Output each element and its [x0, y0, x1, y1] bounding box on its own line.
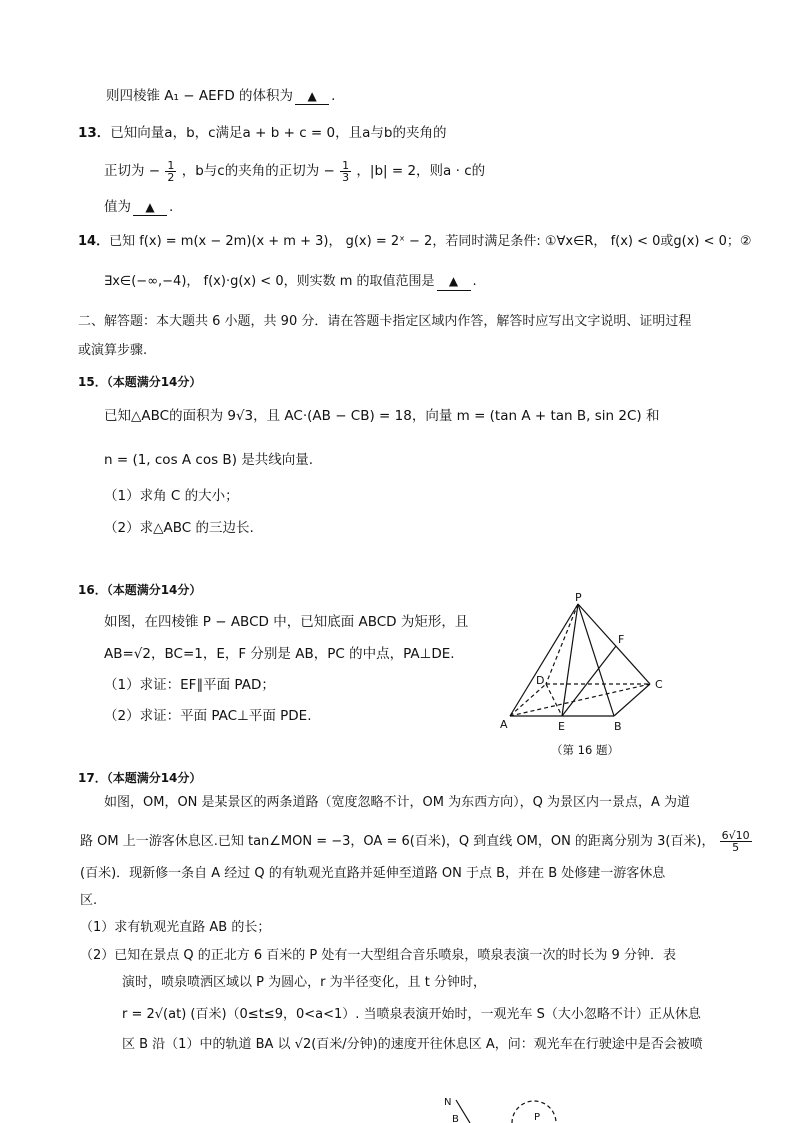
blank-mark: ▲	[307, 89, 317, 103]
q15-part-2-text: （2）求△ABC 的三边长.	[104, 520, 254, 536]
q15-score: （本题满分14分）	[106, 375, 202, 389]
q15-line-1	[104, 406, 659, 426]
label-B: B	[614, 720, 622, 733]
blank-mark: ▲	[145, 200, 155, 214]
q17-part-1	[80, 918, 270, 938]
q15-header	[78, 372, 201, 392]
q17-line-2	[80, 827, 753, 857]
q14-text-2: ∃x∈(−∞,−4)， f(x)·g(x) < 0，则实数 m 的取值范围是	[104, 274, 435, 289]
q13-number: 13．	[78, 125, 111, 141]
q14-line-1	[78, 232, 752, 252]
q17-number: 17．	[78, 771, 107, 785]
q17-part-2d	[122, 1035, 703, 1055]
q16-header	[78, 580, 201, 600]
q16-line-2	[104, 644, 455, 664]
period: .	[331, 88, 336, 104]
frac-den: 3	[342, 170, 350, 184]
q17-header	[78, 768, 201, 788]
q16-part-1-text: （1）求证：EF∥平面 PAD；	[104, 677, 275, 693]
figure-caption	[551, 740, 619, 760]
q17-line-3	[80, 864, 665, 884]
answer-blank	[295, 88, 329, 105]
label-D: D	[536, 674, 545, 687]
label-B-fig17: B	[452, 1114, 459, 1123]
q17-part-2c	[122, 1005, 701, 1025]
q17-part-2a-text: （2）已知在景点 Q 的正北方 6 百米的 P 处有一大型组合音乐喷泉，喷泉表演一次的时长为 9 分钟．表	[80, 948, 676, 963]
q13-line-1	[78, 123, 446, 143]
q16-part-2	[104, 706, 312, 726]
pyramid-figure	[490, 590, 680, 740]
frac-num: 1	[167, 158, 175, 172]
q17-part-2a	[80, 946, 676, 966]
label-E: E	[558, 720, 565, 733]
fraction-one-half	[165, 160, 176, 183]
frac-num: 1	[342, 158, 350, 172]
edge-BC	[614, 684, 650, 716]
label-A: A	[500, 718, 508, 731]
q16-text-2: AB=√2，BC=1，E，F 分别是 AB，PC 的中点，PA⊥DE.	[104, 646, 455, 662]
q17-part-2b-text: 演时，喷泉喷洒区域以 P 为圆心，r 为半径变化，且 t 分钟时，	[122, 975, 486, 990]
q13-line-3	[104, 197, 173, 217]
q16-score: （本题满分14分）	[106, 583, 202, 597]
edge-AC	[510, 684, 650, 716]
q15-part-1-text: （1）求角 C 的大小；	[104, 488, 239, 504]
q17-text-2: 路 OM 上一游客休息区.已知 tan∠MON = −3，OA = 6(百米)，Q 到直线 OM，ON 的距离分别为 3(百米)，	[80, 834, 715, 849]
section2-line-2	[78, 341, 147, 361]
q15-part-1	[104, 486, 239, 506]
edge-PD	[546, 604, 578, 684]
period: .	[472, 274, 477, 289]
q14-line-2	[104, 272, 477, 292]
frac-num: 6√10	[721, 829, 750, 842]
blank-mark: ▲	[448, 274, 459, 288]
fraction-one-third	[340, 160, 351, 183]
q12-tail-line	[106, 86, 335, 106]
edge-DE	[546, 684, 562, 716]
edge-PA	[510, 604, 578, 716]
q17-part-2b	[122, 973, 486, 993]
period: .	[169, 199, 174, 215]
q17-line-1	[104, 793, 690, 813]
q17-line-4	[80, 891, 97, 911]
label-F: F	[618, 633, 625, 646]
q16-part-2-text: （2）求证：平面 PAC⊥平面 PDE.	[104, 708, 312, 724]
fraction-6sqrt10-over-5	[720, 830, 752, 853]
q13-text-2b: ，b与c的夹角的正切为 −	[181, 163, 335, 179]
edge-PB	[578, 604, 614, 716]
q13-line-2	[104, 157, 485, 185]
q15-number: 15．	[78, 375, 107, 389]
q17-text-4: 区.	[80, 893, 98, 908]
q13-text-1: 已知向量a，b，c满足a + b + c = 0，且a与b的夹角的	[110, 125, 447, 141]
section2-text-2: 或演算步骤.	[78, 343, 148, 358]
q13-text-2a: 正切为 −	[104, 163, 161, 179]
q15-part-2	[104, 518, 254, 538]
q17-text-1: 如图，OM，ON 是某景区的两条道路（宽度忽略不计，OM 为东西方向），Q 为景区内一景点，A 为道	[104, 795, 691, 810]
q17-score: （本题满分14分）	[106, 771, 202, 785]
label-P: P	[575, 591, 582, 604]
q17-part-2d-text: 区 B 沿（1）中的轨道 BA 以 √2(百米/分钟)的速度开往休息区 A，问：观光车在行驶途中是否会被喷	[122, 1037, 703, 1052]
q17-part-2c-text: r = 2√(at) (百米)（0≤t≤9，0<a<1）. 当喷泉表演开始时，一观光车 S（大小忽略不计）正从休息	[122, 1007, 701, 1022]
edge-AD	[510, 684, 546, 716]
q16-line-1	[104, 612, 468, 632]
frac-den: 5	[732, 841, 740, 854]
section2-line-1	[78, 312, 691, 332]
q16-text-1: 如图，在四棱锥 P − ABCD 中，已知底面 ABCD 为矩形，且	[104, 614, 469, 630]
edge-PC	[578, 604, 650, 684]
frac-den: 2	[167, 170, 175, 184]
q14-text-1: 已知 f(x) = m(x − 2m)(x + m + 3)， g(x) = 2ˣ − 2，若同时满足条件: ①∀x∈R， f(x) < 0或g(x) < 0；②	[109, 234, 752, 249]
q15-text-2: n = (1, cos A cos B) 是共线向量.	[104, 452, 314, 468]
label-N: N	[444, 1097, 452, 1108]
q12-tail-text: 则四棱锥 A₁ − AEFD 的体积为	[106, 88, 294, 104]
label-C: C	[655, 678, 663, 691]
q16-part-1	[104, 675, 275, 695]
q17-part-1-text: （1）求有轨观光直路 AB 的长；	[80, 920, 271, 935]
q13-text-2c: ，|b| = 2，则a · c的	[356, 163, 486, 179]
answer-blank	[437, 273, 471, 291]
q13-text-3: 值为	[104, 199, 131, 215]
q17-text-3: (百米)．现新修一条自 A 经过 Q 的有轨观光直路并延伸至道路 ON 于点 B，并在 B 处修建一游客休息	[80, 866, 666, 881]
q15-line-2	[104, 450, 313, 470]
q14-number: 14．	[78, 234, 110, 249]
q17-figure-fragment	[436, 1092, 576, 1123]
answer-blank	[133, 199, 167, 216]
q15-text-1: 已知△ABC的面积为 9√3，且 AC·(AB − CB) = 18，向量 m = (tan A + tan B, sin 2C) 和	[104, 408, 660, 424]
figure-caption-text: （第 16 题）	[551, 743, 619, 757]
q16-number: 16．	[78, 583, 107, 597]
label-P-fig17: P	[534, 1112, 541, 1123]
section2-text-1: 二、解答题：本大题共 6 小题，共 90 分．请在答题卡指定区域内作答，解答时应写出文字说明、证明过程	[78, 314, 692, 329]
